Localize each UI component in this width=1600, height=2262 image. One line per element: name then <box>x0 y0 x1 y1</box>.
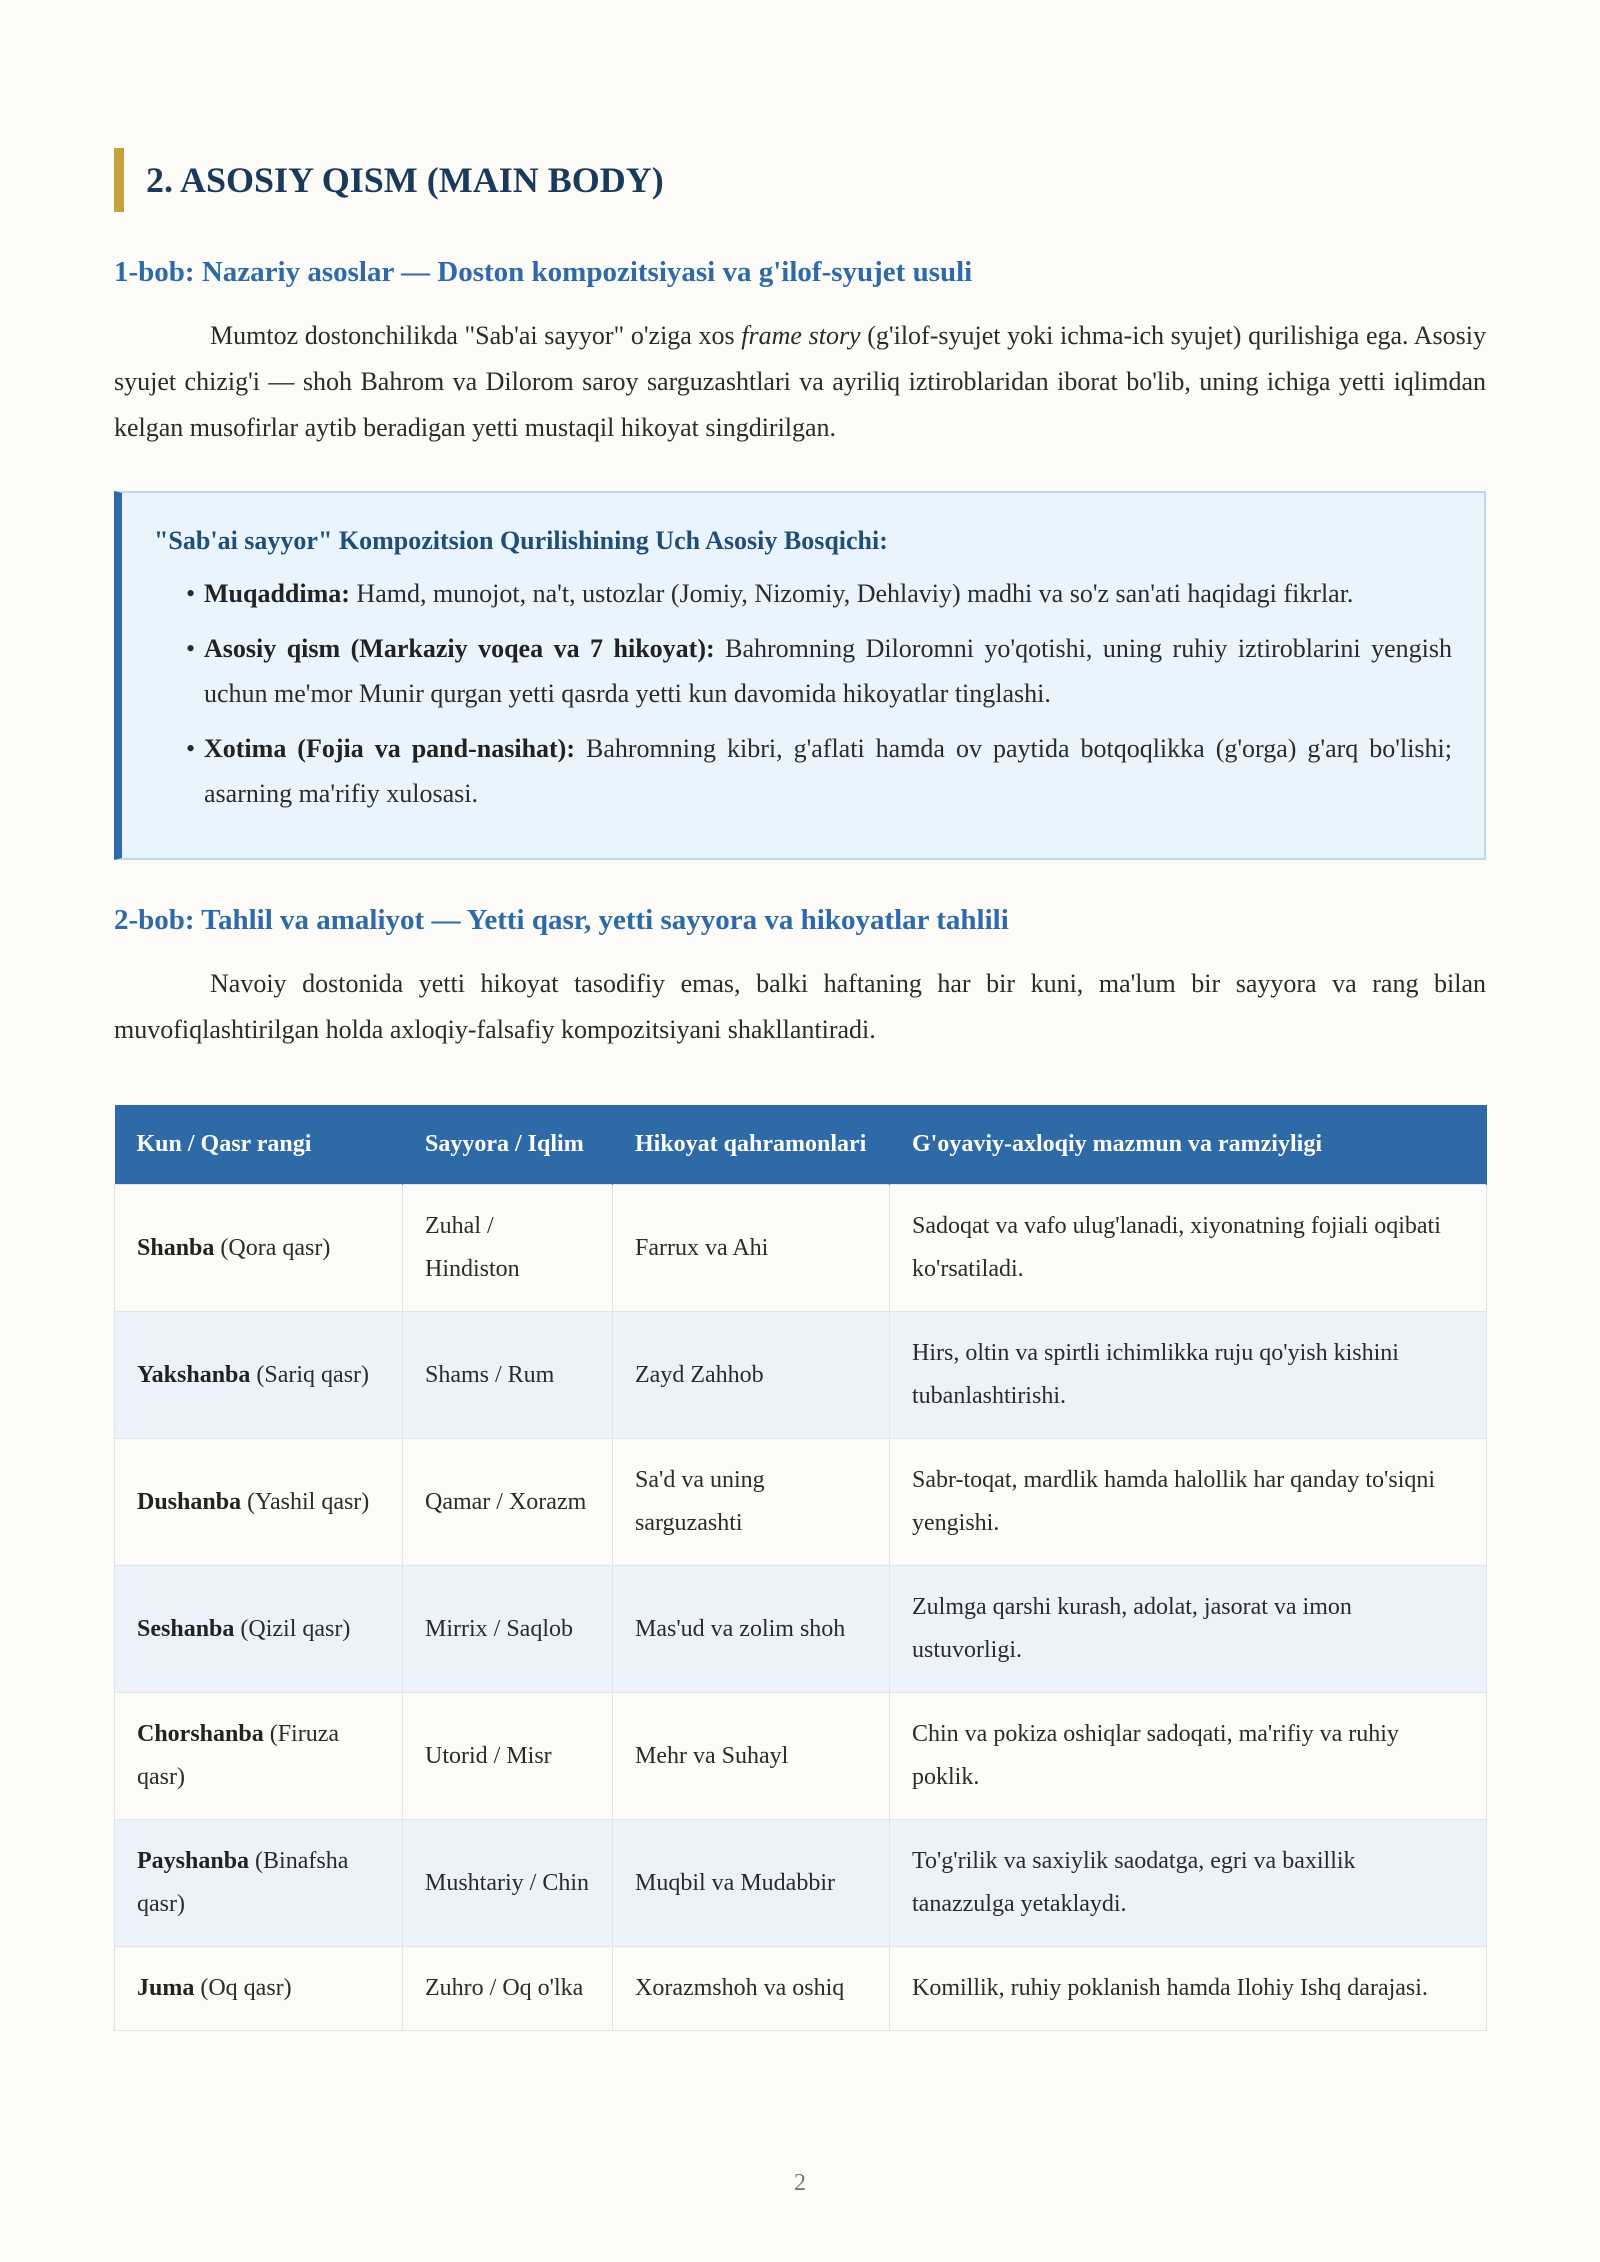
day-name: Chorshanba <box>137 1721 264 1747</box>
chapter-1-title: 1-bob: Nazariy asoslar — Doston kompozitsiyasi va g'ilof-syujet usuli <box>114 256 973 288</box>
callout-item <box>186 726 1452 816</box>
section-title: 2. ASOSIY QISM (MAIN BODY) <box>114 148 1486 212</box>
cell-day <box>115 1185 403 1312</box>
callout-list <box>154 571 1452 816</box>
day-name: Yakshanba <box>137 1361 251 1388</box>
bullet-icon: • <box>186 734 196 763</box>
cell-planet: Zuhal / Hindiston <box>403 1185 613 1312</box>
callout-item-label: Xotima (Fojia va pand-nasihat): <box>204 734 575 763</box>
callout-item-label: Asosiy qism (Markaziy voqea va 7 hikoyat): <box>204 634 715 663</box>
composition-callout <box>114 491 1486 860</box>
cell-day <box>115 1693 403 1820</box>
day-name: Seshanba <box>137 1615 235 1642</box>
table-row <box>115 1566 1487 1693</box>
table-row <box>115 1693 1487 1820</box>
palaces-table <box>114 1105 1487 2031</box>
table-header-row <box>115 1105 1487 1185</box>
palace-color: (Oq qasr) <box>194 1975 292 2001</box>
cell-meaning: To'g'rilik va saxiylik saodatga, egri va baxillik tanazzulga yetaklaydi. <box>890 1820 1487 1947</box>
cell-planet: Zuhro / Oq o'lka <box>403 1947 613 2031</box>
chapter-1-paragraph-start: Mumtoz dostonchilikda "Sab'ai sayyor" o'ziga xos <box>210 321 742 350</box>
column-header-meaning: G'oyaviy-axloqiy mazmun va ramziyligi <box>890 1105 1487 1185</box>
bullet-icon: • <box>186 634 196 663</box>
bullet-icon: • <box>186 579 196 608</box>
cell-day <box>115 1947 403 2031</box>
callout-item <box>186 571 1452 616</box>
table-row <box>115 1185 1487 1312</box>
chapter-1-paragraph-end: (g'ilof-syujet yoki ichma-ich syujet) qurilishiga ega. Asosiy syujet chizig'i — shoh Bahrom va Dilorom saroy sarguzashtlari va ayriliq iztiroblaridan iborat bo'lib, uning ichiga yetti iqlimdan kelgan musofirlar aytib beradigan yetti mustaqil hikoyat singdirilgan. <box>114 321 1486 442</box>
callout-item <box>186 626 1452 716</box>
cell-heroes: Farrux va Ahi <box>613 1185 890 1312</box>
cell-meaning: Komillik, ruhiy poklanish hamda Ilohiy Ishq darajasi. <box>890 1947 1487 2031</box>
palace-color: (Sariq qasr) <box>250 1361 370 1388</box>
palace-color: (Binafsha qasr) <box>137 1848 349 1917</box>
cell-day <box>115 1312 403 1439</box>
cell-heroes: Mas'ud va zolim shoh <box>613 1566 890 1693</box>
cell-day <box>115 1566 403 1693</box>
callout-title: "Sab'ai sayyor" Kompozitsion Qurilishining Uch Asosiy Bosqichi: <box>154 526 888 555</box>
document-page <box>114 148 1486 2031</box>
palace-color: (Yashil qasr) <box>241 1488 370 1515</box>
cell-heroes: Muqbil va Mudabbir <box>613 1820 890 1947</box>
cell-heroes: Zayd Zahhob <box>613 1312 890 1439</box>
cell-meaning: Chin va pokiza oshiqlar sadoqati, ma'rifiy va ruhiy poklik. <box>890 1693 1487 1820</box>
callout-item-label: Muqaddima: <box>204 579 350 608</box>
column-header-day: Kun / Qasr rangi <box>115 1105 403 1185</box>
table-row <box>115 1312 1487 1439</box>
day-name: Juma <box>137 1975 195 2001</box>
chapter-1-paragraph-italic: frame story <box>741 321 861 350</box>
cell-day <box>115 1439 403 1566</box>
cell-heroes: Mehr va Suhayl <box>613 1693 890 1820</box>
day-name: Shanba <box>137 1234 215 1261</box>
cell-planet: Utorid / Misr <box>403 1693 613 1820</box>
cell-planet: Shams / Rum <box>403 1312 613 1439</box>
cell-planet: Qamar / Xorazm <box>403 1439 613 1566</box>
palace-color: (Qora qasr) <box>214 1234 331 1261</box>
cell-planet: Mirrix / Saqlob <box>403 1566 613 1693</box>
table-row <box>115 1947 1487 2031</box>
cell-heroes: Xorazmshoh va oshiq <box>613 1947 890 2031</box>
cell-meaning: Zulmga qarshi kurash, adolat, jasorat va imon ustuvorligi. <box>890 1566 1487 1693</box>
cell-heroes: Sa'd va uning sarguzashti <box>613 1439 890 1566</box>
page-number: 2 <box>794 2170 806 2196</box>
palace-color: (Firuza qasr) <box>137 1721 340 1790</box>
cell-planet: Mushtariy / Chin <box>403 1820 613 1947</box>
day-name: Payshanba <box>137 1848 250 1874</box>
palace-color: (Qizil qasr) <box>234 1615 351 1642</box>
callout-item-text: Hamd, munojot, na't, ustozlar (Jomiy, Nizomiy, Dehlaviy) madhi va so'z san'ati haqidagi fikrlar. <box>349 579 1354 608</box>
column-header-planet: Sayyora / Iqlim <box>403 1105 613 1185</box>
chapter-1-paragraph <box>114 313 1486 451</box>
cell-meaning: Hirs, oltin va spirtli ichimlikka ruju qo'yish kishini tubanlashtirishi. <box>890 1312 1487 1439</box>
chapter-2-paragraph: Navoiy dostonida yetti hikoyat tasodifiy emas, balki haftaning har bir kuni, ma'lum bir sayyora va rang bilan muvofiqlashtirilgan holda axloqiy-falsafiy kompozitsiyani shakllantiradi. <box>114 969 1486 1044</box>
callout-item-text: Bahromning kibri, g'aflati hamda ov paytida botqoqlikka (g'orga) g'arq bo'lishi; asarning ma'rifiy xulosasi. <box>204 734 1452 808</box>
day-name: Dushanba <box>137 1488 242 1515</box>
cell-meaning: Sadoqat va vafo ulug'lanadi, xiyonatning fojiali oqibati ko'rsatiladi. <box>890 1185 1487 1312</box>
chapter-2-title: 2-bob: Tahlil va amaliyot — Yetti qasr, yetti sayyora va hikoyatlar tahlili <box>114 904 1009 936</box>
column-header-heroes: Hikoyat qahramonlari <box>613 1105 890 1185</box>
table-row <box>115 1820 1487 1947</box>
callout-item-text: Bahromning Diloromni yo'qotishi, uning ruhiy iztiroblarini yengish uchun me'mor Munir qurgan yetti qasrda yetti kun davomida hikoyatlar tinglashi. <box>204 634 1452 708</box>
table-row <box>115 1439 1487 1566</box>
cell-meaning: Sabr-toqat, mardlik hamda halollik har qanday to'siqni yengishi. <box>890 1439 1487 1566</box>
cell-day <box>115 1820 403 1947</box>
